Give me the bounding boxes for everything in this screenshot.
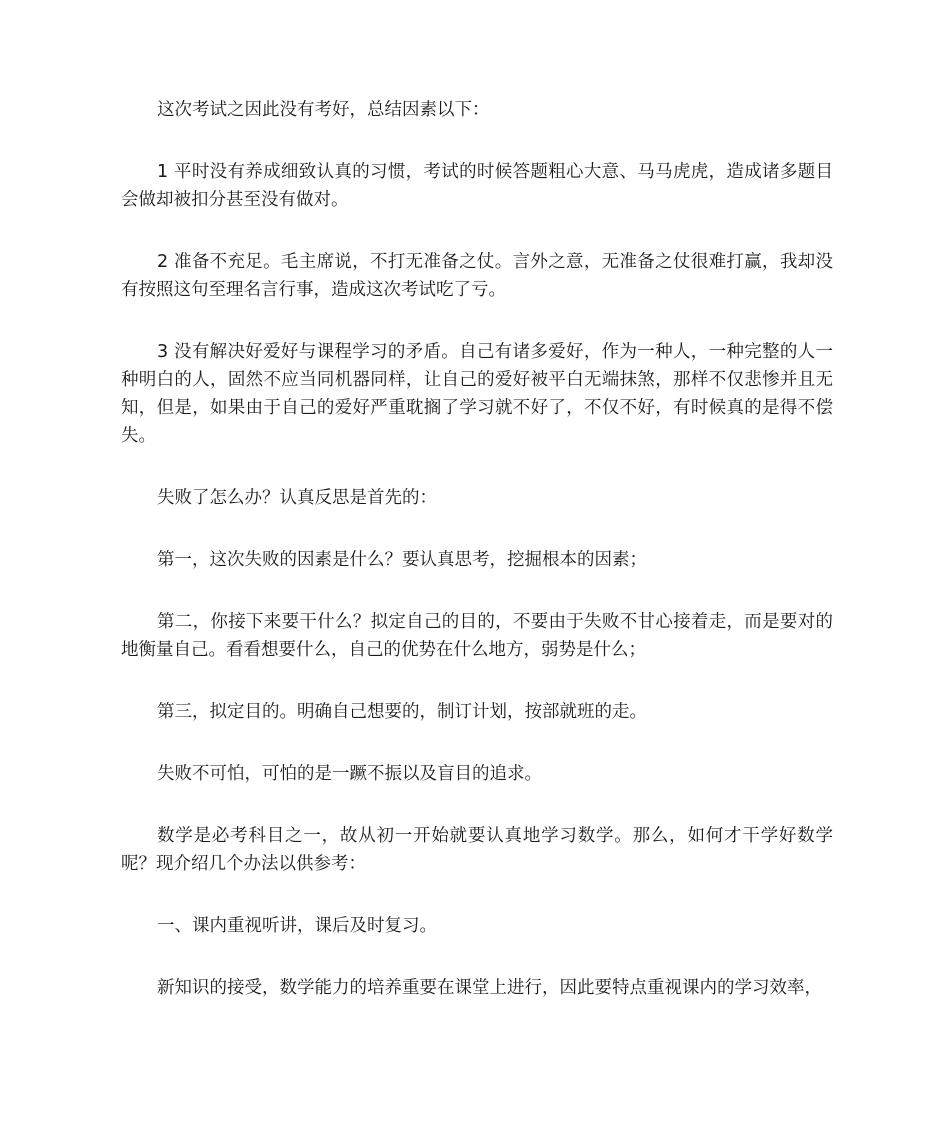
paragraph-step-2: 第二，你接下来要干什么？拟定自己的目的，不要由于失败不甘心接着走，而是要对的地衡量自己。看看想要什么，自己的优势在什么地方，弱势是什么；: [121, 612, 833, 660]
paragraph-step-1: 第一，这次失败的因素是什么？要认真思考，挖掘根本的因素；: [157, 550, 647, 570]
paragraph-reason-1: 1 平时没有养成细致认真的习惯，考试的时候答题粗心大意、马马虎虎，造成诸多题目会做却被扣分甚至没有做对。: [121, 162, 833, 210]
paragraph-reflection-intro: 失败了怎么办？认真反思是首先的：: [157, 488, 437, 508]
paragraph-method-1-heading: 一、课内重视听讲，课后及时复习。: [157, 916, 437, 936]
paragraph-method-1-body: 新知识的接受，数学能力的培养重要在课堂上进行，因此要特点重视课内的学习效率，: [157, 978, 822, 998]
paragraph-step-3: 第三，拟定目的。明确自己想要的，制订计划，按部就班的走。: [157, 702, 647, 722]
paragraph-reason-2: 2 准备不充足。毛主席说，不打无准备之仗。言外之意，无准备之仗很难打赢，我却没有按照这句至理名言行事，造成这次考试吃了亏。: [121, 252, 833, 300]
paragraph-reason-3: 3 没有解决好爱好与课程学习的矛盾。自己有诸多爱好，作为一种人，一种完整的人一种明白的人，固然不应当同机器同样，让自己的爱好被平白无端抹煞，那样不仅悲惨并且无知，但是，如果由于自己的爱好严重耽搁了学习就不好了，不仅不好，有时候真的是得不偿失。: [121, 342, 833, 446]
document-body: [121, 96, 833, 1036]
paragraph-math-intro: 数学是必考科目之一，故从初一开始就要认真地学习数学。那么，如何才干学好数学呢？现介绍几个办法以供参考：: [121, 826, 833, 874]
paragraph-conclusion: 失败不可怕，可怕的是一蹶不振以及盲目的追求。: [157, 764, 542, 784]
paragraph-intro: 这次考试之因此没有考好，总结因素以下：: [157, 100, 490, 120]
